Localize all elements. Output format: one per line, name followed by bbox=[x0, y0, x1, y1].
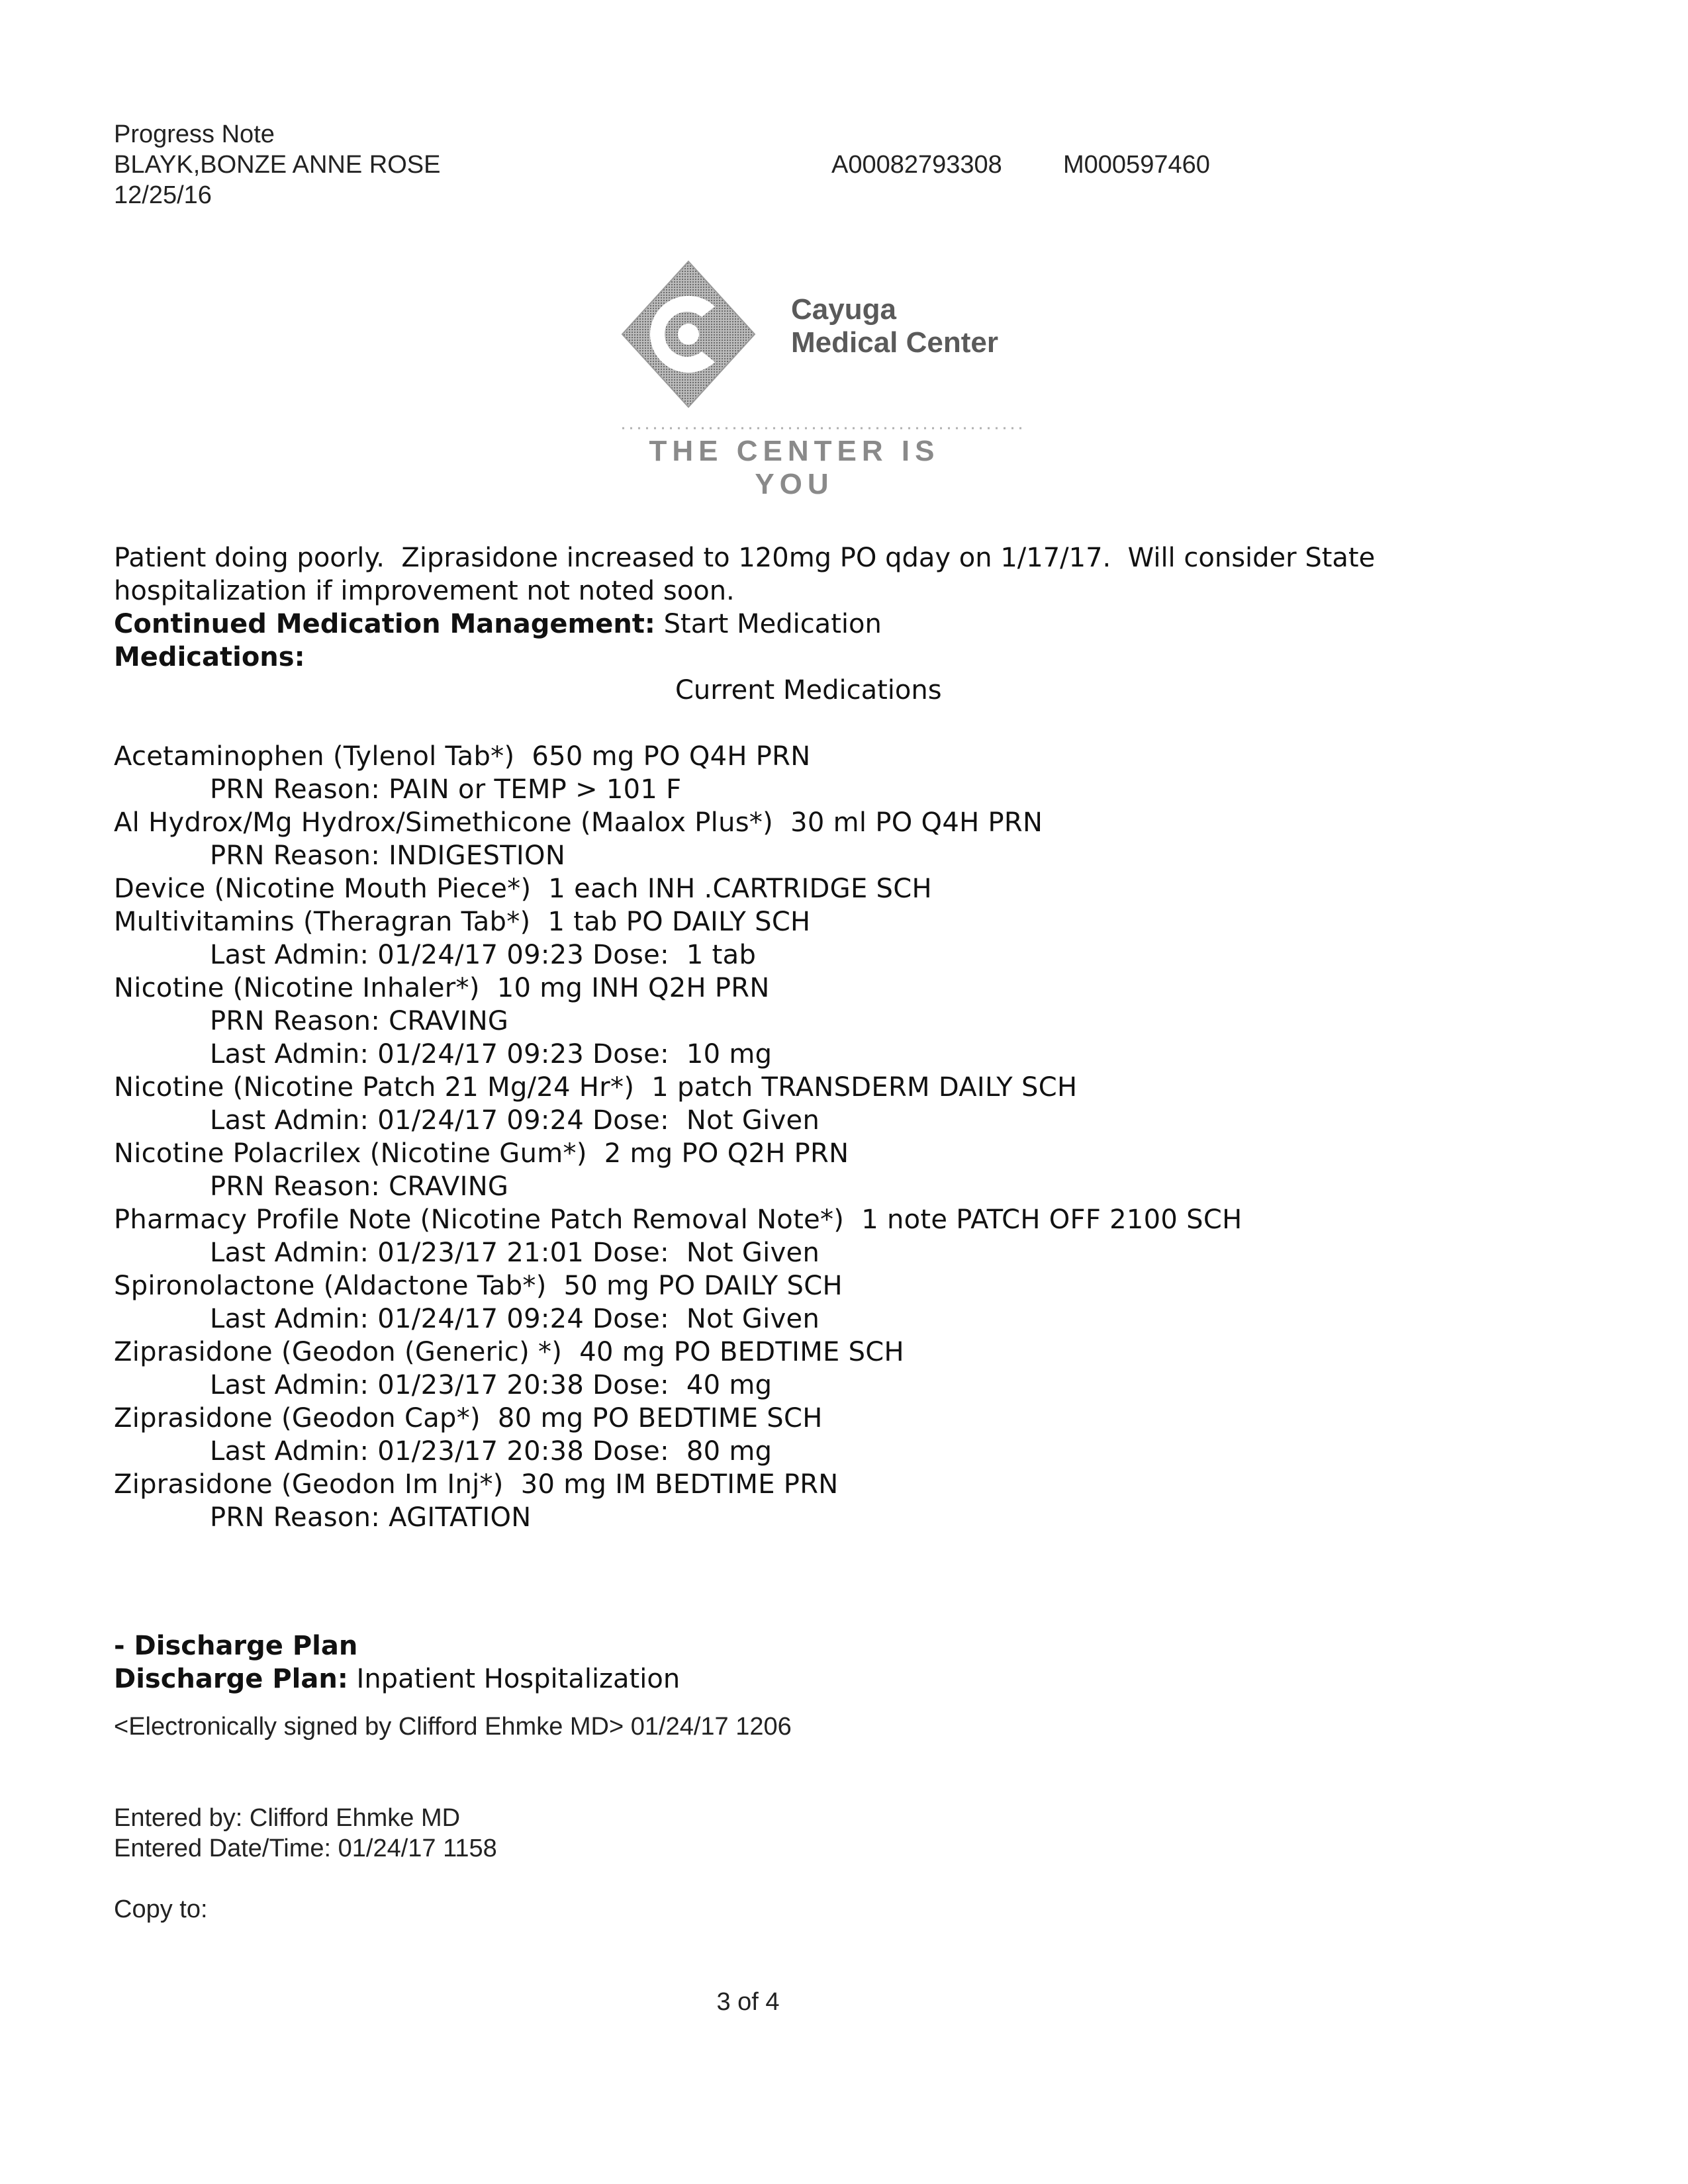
medication-line: Nicotine (Nicotine Patch 21 Mg/24 Hr*) 1 patch TRANSDERM DAILY SCH bbox=[114, 1072, 1078, 1103]
medication-line: Pharmacy Profile Note (Nicotine Patch Removal Note*) 1 note PATCH OFF 2100 SCH bbox=[114, 1205, 1243, 1235]
narrative-line-1: Patient doing poorly. Ziprasidone increased to 120mg PO qday on 1/17/17. Will consider State bbox=[114, 543, 1376, 573]
discharge-plan-section bbox=[114, 1629, 680, 1696]
medication-detail-line: Last Admin: 01/23/17 20:38 Dose: 80 mg bbox=[210, 1436, 773, 1467]
discharge-plan-value: Inpatient Hospitalization bbox=[348, 1664, 680, 1694]
medication-detail-line: PRN Reason: AGITATION bbox=[210, 1502, 532, 1533]
medications-label: Medications: bbox=[114, 642, 305, 672]
logo-tagline: THE CENTER IS YOU bbox=[649, 435, 940, 500]
medication-detail-line: Last Admin: 01/23/17 20:38 Dose: 40 mg bbox=[210, 1370, 773, 1400]
continued-medication-management bbox=[114, 608, 1570, 641]
entered-datetime: Entered Date/Time: 01/24/17 1158 bbox=[114, 1835, 497, 1862]
cmm-value: Start Medication bbox=[655, 609, 882, 639]
medication-detail-line: Last Admin: 01/24/17 09:23 Dose: 1 tab bbox=[210, 940, 757, 970]
medication-detail-line: PRN Reason: INDIGESTION bbox=[210, 841, 566, 871]
discharge-plan-row bbox=[114, 1662, 680, 1696]
medical-record-number: M000597460 bbox=[1063, 151, 1210, 179]
current-medications-title: Current Medications bbox=[675, 675, 942, 705]
medication-line: Ziprasidone (Geodon Cap*) 80 mg PO BEDTIME SCH bbox=[114, 1403, 823, 1433]
medication-line: Nicotine Polacrilex (Nicotine Gum*) 2 mg PO Q2H PRN bbox=[114, 1138, 849, 1169]
note-date: 12/25/16 bbox=[114, 181, 212, 209]
copy-to: Copy to: bbox=[114, 1895, 208, 1923]
page-number: 3 of 4 bbox=[716, 1988, 780, 2016]
cmm-label: Continued Medication Management: bbox=[114, 609, 655, 639]
medication-line: Spironolactone (Aldactone Tab*) 50 mg PO DAILY SCH bbox=[114, 1271, 843, 1301]
electronic-signature: <Electronically signed by Clifford Ehmke MD> 01/24/17 1206 bbox=[114, 1713, 792, 1741]
logo-name-line2: Medical Center bbox=[791, 326, 998, 359]
account-number: A00082793308 bbox=[831, 151, 1002, 179]
medication-line: Ziprasidone (Geodon (Generic) *) 40 mg PO BEDTIME SCH bbox=[114, 1337, 904, 1367]
narrative-line-2: hospitalization if improvement not noted soon. bbox=[114, 576, 735, 606]
medication-detail-line: PRN Reason: PAIN or TEMP > 101 F bbox=[210, 774, 682, 805]
discharge-plan-label: Discharge Plan: bbox=[114, 1664, 348, 1694]
document-header bbox=[114, 119, 440, 210]
medication-list bbox=[114, 740, 1242, 1534]
document-type: Progress Note bbox=[114, 120, 275, 148]
medication-detail-line: Last Admin: 01/24/17 09:23 Dose: 10 mg bbox=[210, 1039, 773, 1069]
medication-line: Multivitamins (Theragran Tab*) 1 tab PO DAILY SCH bbox=[114, 907, 811, 937]
medication-detail-line: Last Admin: 01/23/17 21:01 Dose: Not Given bbox=[210, 1238, 820, 1268]
medication-line: Device (Nicotine Mouth Piece*) 1 each INH .CARTRIDGE SCH bbox=[114, 874, 932, 904]
medication-line: Al Hydrox/Mg Hydrox/Simethicone (Maalox Plus*) 30 ml PO Q4H PRN bbox=[114, 807, 1043, 838]
patient-name: BLAYK,BONZE ANNE ROSE bbox=[114, 151, 441, 179]
logo-name-line1: Cayuga bbox=[791, 293, 896, 326]
medication-line: Nicotine (Nicotine Inhaler*) 10 mg INH Q2H PRN bbox=[114, 973, 770, 1003]
medication-line: Ziprasidone (Geodon Im Inj*) 30 mg IM BEDTIME PRN bbox=[114, 1469, 839, 1500]
discharge-plan-heading: - Discharge Plan bbox=[114, 1631, 358, 1661]
medication-detail-line: Last Admin: 01/24/17 09:24 Dose: Not Given bbox=[210, 1105, 820, 1136]
medication-detail-line: PRN Reason: CRAVING bbox=[210, 1006, 509, 1036]
medication-detail-line: PRN Reason: CRAVING bbox=[210, 1171, 509, 1202]
entered-by: Entered by: Clifford Ehmke MD bbox=[114, 1804, 461, 1832]
cayuga-medical-center-logo bbox=[616, 255, 1039, 500]
medication-detail-line: Last Admin: 01/24/17 09:24 Dose: Not Given bbox=[210, 1304, 820, 1334]
medication-line: Acetaminophen (Tylenol Tab*) 650 mg PO Q4H PRN bbox=[114, 741, 811, 772]
progress-narrative bbox=[114, 541, 1570, 674]
